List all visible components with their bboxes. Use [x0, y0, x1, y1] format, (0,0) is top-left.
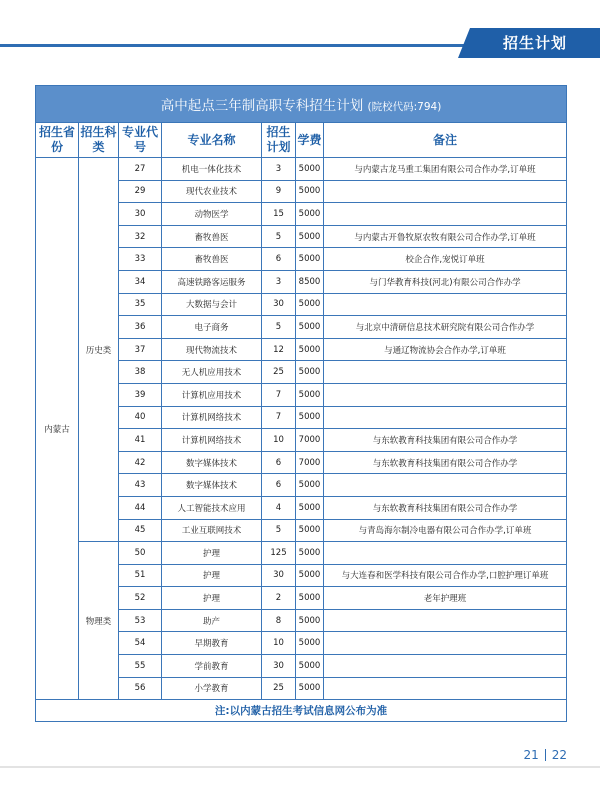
plan-cell: 25: [262, 361, 296, 384]
fee-cell: 5000: [296, 542, 324, 565]
code-cell: 36: [119, 316, 162, 339]
fee-cell: 5000: [296, 564, 324, 587]
fee-cell: 5000: [296, 587, 324, 610]
fee-cell: 5000: [296, 225, 324, 248]
code-cell: 40: [119, 406, 162, 429]
category-cell: 物理类: [79, 542, 119, 700]
note-cell: 与东软教育科技集团有限公司合作办学: [324, 429, 567, 452]
plan-cell: 10: [262, 632, 296, 655]
fee-cell: 7000: [296, 451, 324, 474]
major-cell: 工业互联网技术: [162, 519, 262, 542]
plan-cell: 3: [262, 158, 296, 181]
code-cell: 29: [119, 180, 162, 203]
school-code: (院校代码:794): [367, 101, 442, 113]
fee-cell: 5000: [296, 180, 324, 203]
code-cell: 54: [119, 632, 162, 655]
major-cell: 现代农业技术: [162, 180, 262, 203]
major-cell: 现代物流技术: [162, 338, 262, 361]
code-cell: 56: [119, 677, 162, 700]
enrollment-plan-table-wrapper: [35, 85, 566, 722]
plan-cell: 3: [262, 270, 296, 293]
code-cell: 33: [119, 248, 162, 271]
plan-cell: 4: [262, 496, 296, 519]
code-cell: 35: [119, 293, 162, 316]
footer-rule: [0, 766, 600, 768]
table-body: [36, 158, 567, 700]
plan-cell: 30: [262, 655, 296, 678]
note-cell: [324, 632, 567, 655]
table-title-text: 高中起点三年制高职专科招生计划: [160, 98, 364, 114]
note-cell: 与内蒙古龙马重工集团有限公司合作办学,订单班: [324, 158, 567, 181]
enrollment-plan-table: [35, 85, 567, 722]
plan-cell: 5: [262, 519, 296, 542]
fee-cell: 5000: [296, 383, 324, 406]
header-province: 招生省份: [36, 123, 79, 158]
fee-cell: 5000: [296, 609, 324, 632]
header-rule: [0, 44, 470, 47]
note-cell: 与东软教育科技集团有限公司合作办学: [324, 451, 567, 474]
note-cell: [324, 677, 567, 700]
code-cell: 52: [119, 587, 162, 610]
fee-cell: 5000: [296, 632, 324, 655]
code-cell: 34: [119, 270, 162, 293]
major-cell: 数字媒体技术: [162, 474, 262, 497]
code-cell: 50: [119, 542, 162, 565]
plan-cell: 30: [262, 564, 296, 587]
major-cell: 大数据与会计: [162, 293, 262, 316]
plan-cell: 125: [262, 542, 296, 565]
code-cell: 38: [119, 361, 162, 384]
major-cell: 人工智能技术应用: [162, 496, 262, 519]
major-cell: 早期教育: [162, 632, 262, 655]
fee-cell: 5000: [296, 519, 324, 542]
code-cell: 30: [119, 203, 162, 226]
plan-cell: 10: [262, 429, 296, 452]
header-category: 招生科类: [79, 123, 119, 158]
page-numbers: [523, 748, 567, 762]
fee-cell: 5000: [296, 655, 324, 678]
note-cell: 与门华教育科技(河北)有限公司合作办学: [324, 270, 567, 293]
major-cell: 动物医学: [162, 203, 262, 226]
page-number-right: 22: [551, 748, 567, 762]
fee-cell: 5000: [296, 316, 324, 339]
plan-cell: 6: [262, 248, 296, 271]
note-cell: [324, 609, 567, 632]
code-cell: 51: [119, 564, 162, 587]
major-cell: 助产: [162, 609, 262, 632]
page-number-divider: [545, 749, 546, 761]
fee-cell: 7000: [296, 429, 324, 452]
fee-cell: 5000: [296, 158, 324, 181]
fee-cell: 5000: [296, 338, 324, 361]
plan-cell: 5: [262, 316, 296, 339]
note-cell: 与大连春和医学科技有限公司合作办学,口腔护理订单班: [324, 564, 567, 587]
note-cell: [324, 655, 567, 678]
code-cell: 43: [119, 474, 162, 497]
table-header-row: [36, 123, 567, 158]
fee-cell: 5000: [296, 474, 324, 497]
code-cell: 41: [119, 429, 162, 452]
fee-cell: 5000: [296, 677, 324, 700]
header-major: 专业名称: [162, 123, 262, 158]
major-cell: 小学教育: [162, 677, 262, 700]
code-cell: 27: [119, 158, 162, 181]
note-cell: [324, 542, 567, 565]
page-number-left: 21: [523, 748, 539, 762]
code-cell: 37: [119, 338, 162, 361]
plan-cell: 8: [262, 609, 296, 632]
major-cell: 数字媒体技术: [162, 451, 262, 474]
plan-cell: 6: [262, 474, 296, 497]
major-cell: 高速铁路客运服务: [162, 270, 262, 293]
code-cell: 55: [119, 655, 162, 678]
fee-cell: 8500: [296, 270, 324, 293]
major-cell: 计算机应用技术: [162, 383, 262, 406]
note-cell: [324, 361, 567, 384]
note-cell: [324, 406, 567, 429]
major-cell: 无人机应用技术: [162, 361, 262, 384]
code-cell: 39: [119, 383, 162, 406]
major-cell: 护理: [162, 564, 262, 587]
code-cell: 42: [119, 451, 162, 474]
province-cell: 内蒙古: [36, 158, 79, 700]
fee-cell: 5000: [296, 361, 324, 384]
fee-cell: 5000: [296, 248, 324, 271]
code-cell: 45: [119, 519, 162, 542]
note-cell: [324, 180, 567, 203]
header-tab: 招生计划: [470, 28, 600, 58]
major-cell: 计算机网络技术: [162, 406, 262, 429]
fee-cell: 5000: [296, 293, 324, 316]
code-cell: 53: [119, 609, 162, 632]
plan-cell: 12: [262, 338, 296, 361]
major-cell: 护理: [162, 542, 262, 565]
table-row: [36, 542, 567, 565]
major-cell: 机电一体化技术: [162, 158, 262, 181]
code-cell: 44: [119, 496, 162, 519]
note-cell: [324, 293, 567, 316]
major-cell: 畜牧兽医: [162, 225, 262, 248]
plan-cell: 30: [262, 293, 296, 316]
plan-cell: 5: [262, 225, 296, 248]
note-cell: 与内蒙古开鲁牧原农牧有限公司合作办学,订单班: [324, 225, 567, 248]
note-cell: [324, 383, 567, 406]
note-cell: 老年护理班: [324, 587, 567, 610]
header-tab-notch: [458, 28, 470, 58]
header-note: 备注: [324, 123, 567, 158]
plan-cell: 25: [262, 677, 296, 700]
major-cell: 学前教育: [162, 655, 262, 678]
table-footnote: 注:以内蒙古招生考试信息网公布为准: [36, 700, 567, 722]
fee-cell: 5000: [296, 496, 324, 519]
note-cell: 与北京中清研信息技术研究院有限公司合作办学: [324, 316, 567, 339]
major-cell: 畜牧兽医: [162, 248, 262, 271]
fee-cell: 5000: [296, 406, 324, 429]
header-plan: 招生计划: [262, 123, 296, 158]
plan-cell: 9: [262, 180, 296, 203]
header-code: 专业代号: [119, 123, 162, 158]
note-cell: 校企合作,宠悦订单班: [324, 248, 567, 271]
major-cell: 电子商务: [162, 316, 262, 339]
note-cell: [324, 474, 567, 497]
header-fee: 学费: [296, 123, 324, 158]
fee-cell: 5000: [296, 203, 324, 226]
major-cell: 护理: [162, 587, 262, 610]
plan-cell: 15: [262, 203, 296, 226]
plan-cell: 7: [262, 383, 296, 406]
note-cell: [324, 203, 567, 226]
plan-cell: 6: [262, 451, 296, 474]
note-cell: 与通辽物流协会合作办学,订单班: [324, 338, 567, 361]
category-cell: 历史类: [79, 158, 119, 542]
plan-cell: 2: [262, 587, 296, 610]
table-row: [36, 158, 567, 181]
code-cell: 32: [119, 225, 162, 248]
note-cell: 与青岛海尔制冷电器有限公司合作办学,订单班: [324, 519, 567, 542]
note-cell: 与东软教育科技集团有限公司合作办学: [324, 496, 567, 519]
table-title: [36, 86, 567, 123]
plan-cell: 7: [262, 406, 296, 429]
major-cell: 计算机网络技术: [162, 429, 262, 452]
